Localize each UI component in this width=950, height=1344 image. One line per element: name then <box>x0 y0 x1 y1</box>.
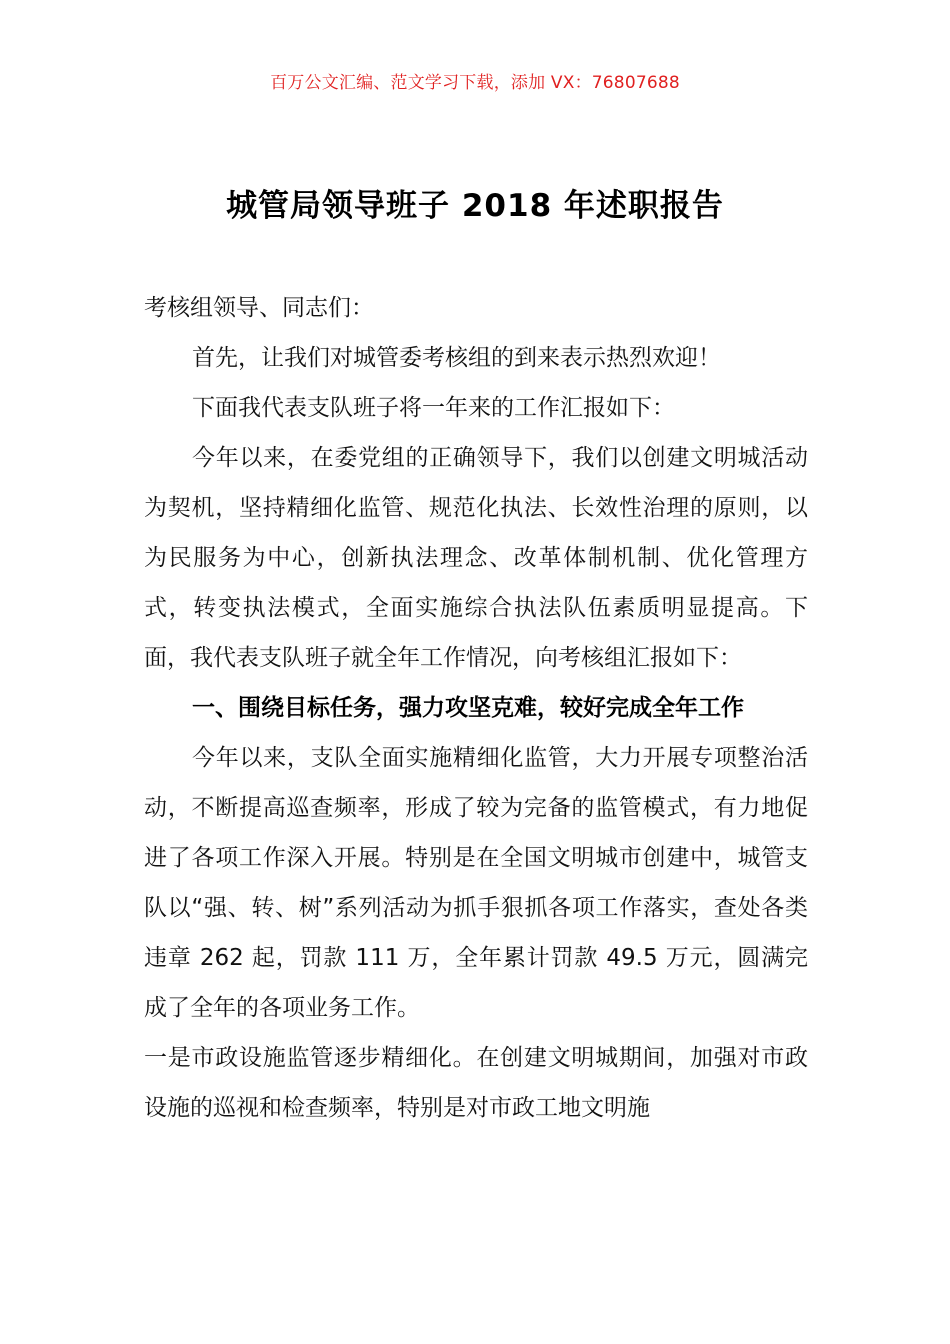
paragraph-section-body: 今年以来，支队全面实施精细化监管，大力开展专项整治活动，不断提高巡查频率，形成了较为完备的监管模式，有力地促进了各项工作深入开展。特别是在全国文明城市创建中，城管支队以“强、转、树”系列活动为抓手狠抓各项工作落实，查处各类违章 262 起，罚款 111 万，全年累计罚款 49.5 万元，圆满完成了全年的各项业务工作。 <box>144 745 808 1021</box>
paragraph-intro: 下面我代表支队班子将一年来的工作汇报如下： <box>192 395 675 421</box>
document-body <box>144 283 808 1133</box>
paragraph-subsection: 一是市政设施监管逐步精细化。在创建文明城期间，加强对市政设施的巡视和检查频率，特别是对市政工地文明施 <box>144 1045 808 1121</box>
section-heading: 一、围绕目标任务，强力攻坚克难，较好完成全年工作 <box>192 695 744 721</box>
salutation: 考核组领导、同志们： <box>144 295 374 321</box>
document-title: 城管局领导班子 2018 年述职报告 <box>226 188 724 224</box>
paragraph-welcome: 首先，让我们对城管委考核组的到来表示热烈欢迎！ <box>192 345 721 371</box>
paragraph-overview: 今年以来，在委党组的正确领导下，我们以创建文明城活动为契机，坚持精细化监管、规范化执法、长效性治理的原则，以为民服务为中心，创新执法理念、改革体制机制、优化管理方式，转变执法模式，全面实施综合执法队伍素质明显提高。下面，我代表支队班子就全年工作情况，向考核组汇报如下： <box>144 445 808 671</box>
watermark-banner: 百万公文汇编、范文学习下载，添加 VX：76807688 <box>270 73 680 93</box>
